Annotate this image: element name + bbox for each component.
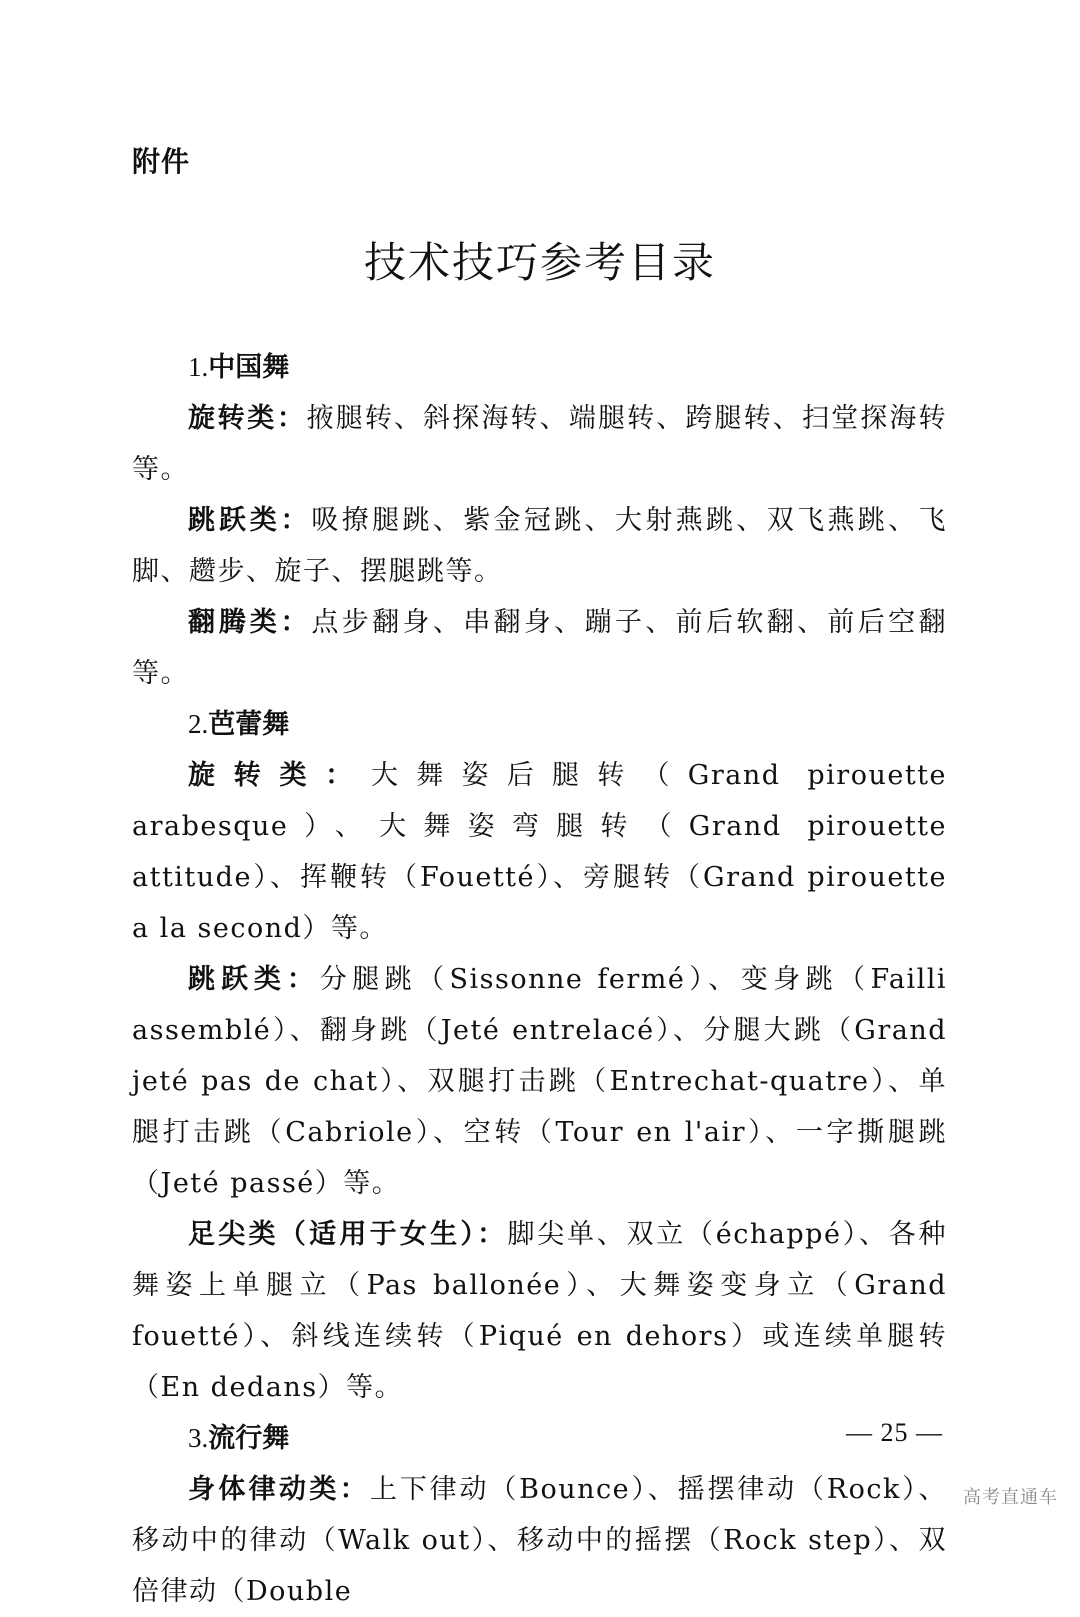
section-name: 中国舞 [208,352,290,383]
category-label: 跳跃类： [188,505,312,536]
section-heading-popular-dance [132,1413,947,1464]
paragraph-text: 分腿跳（Sissonne fermé）、变身跳（Failli assemblé）、翻身跳（Jeté entrelacé）、分腿大跳（Grand jeté pas de chat）、双腿打击跳（Entrechat-quatre）、单腿打击跳（Cabriole）、空转（Tour en l'air）、一字撕腿跳（Jeté passé）等。 [132,964,947,1199]
category-label: 旋转类： [188,403,307,434]
paragraph-rotation [132,393,947,495]
document-body [132,342,947,1617]
category-label: 足尖类（适用于女生）： [188,1219,508,1250]
paragraph-text: 掖腿转、斜探海转、端腿转、跨腿转、扫堂探海转等。 [132,403,948,485]
paragraph-jump [132,495,947,597]
section-name: 芭蕾舞 [208,709,290,740]
paragraph-text: 脚尖单、双立（échappé）、各种舞姿上单腿立（Pas ballonée）、大舞姿变身立（Grand fouetté）、斜线连续转（Piqué en dehors）或连续单腿转（En dedans）等。 [132,1219,947,1403]
paragraph-text: 点步翻身、串翻身、蹦子、前后软翻、前后空翻等。 [132,607,948,689]
paragraph-pointe [132,1209,947,1413]
section-number: 2. [188,709,209,739]
section-heading-chinese-dance [132,342,947,393]
document-title: 技术技巧参考目录 [363,238,716,287]
section-name: 流行舞 [208,1423,290,1454]
paragraph-body-groove [132,1464,947,1617]
section-heading-ballet [132,699,947,750]
page-number: — 25 — [846,1418,943,1447]
category-label: 身体律动类： [188,1474,370,1505]
paragraph-text: 吸撩腿跳、紫金冠跳、大射燕跳、双飞燕跳、飞脚、趱步、旋子、摆腿跳等。 [132,505,948,587]
paragraph-rotation [132,750,947,954]
section-number: 1. [188,352,209,382]
paragraph-text: 上下律动（Bounce）、摇摆律动（Rock）、移动中的律动（Walk out）、移动中的摇摆（Rock step）、双倍律动（Double [132,1474,948,1607]
paragraph-tumbling [132,597,947,699]
section-number: 3. [188,1423,209,1453]
category-label: 旋转类： [188,760,372,791]
watermark-text: 高考直通车 [963,1487,1058,1508]
attachment-label: 附件 [132,145,191,178]
category-label: 翻腾类： [188,607,312,638]
paragraph-jump [132,954,947,1209]
category-label: 跳跃类： [188,964,320,995]
paragraph-text: 大舞姿后腿转（Grand pirouette arabesque）、大舞姿弯腿转（Grand pirouette attitude）、挥鞭转（Fouetté）、旁腿转（Grand pirouette a la second）等。 [132,760,947,944]
